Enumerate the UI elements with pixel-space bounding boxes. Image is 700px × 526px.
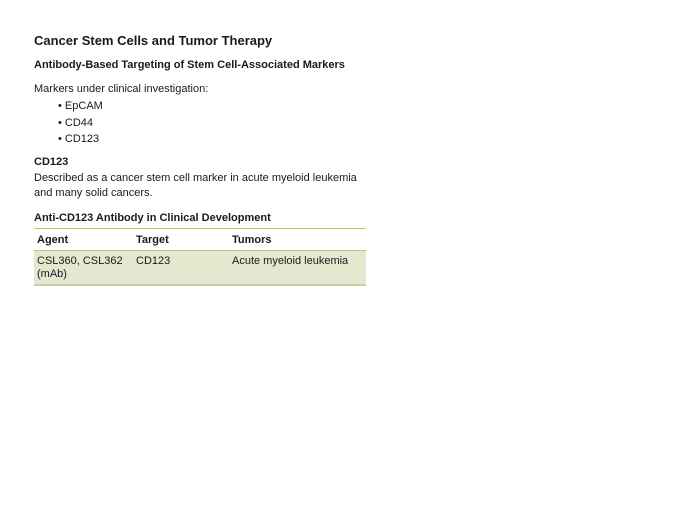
column-header-tumors: Tumors [229, 228, 366, 250]
page-title: Cancer Stem Cells and Tumor Therapy [34, 33, 273, 48]
marker-list [34, 98, 366, 148]
list-item: • EpCAM [58, 98, 366, 115]
page-subtitle: Antibody-Based Targeting of Stem Cell-Associated Markers [34, 59, 345, 71]
markers-intro: Markers under clinical investigation: [34, 83, 209, 95]
cell-agent: CSL360, CSL362 (mAb) [34, 250, 133, 285]
list-item: • CD123 [58, 131, 366, 148]
cell-tumors: Acute myeloid leukemia [229, 250, 366, 285]
cell-target: CD123 [133, 250, 229, 285]
table-header-row [34, 228, 366, 250]
table-row [34, 250, 366, 285]
column-header-agent: Agent [34, 228, 133, 250]
table-title: Anti-CD123 Antibody in Clinical Development [34, 211, 271, 224]
list-item: • CD44 [58, 115, 366, 132]
section-heading: CD123 [34, 155, 69, 168]
section-description: Described as a cancer stem cell marker in acute myeloid leukemia and many solid cancers. [34, 171, 357, 199]
column-header-target: Target [133, 228, 229, 250]
document-page [34, 33, 366, 286]
antibody-table [34, 228, 366, 286]
